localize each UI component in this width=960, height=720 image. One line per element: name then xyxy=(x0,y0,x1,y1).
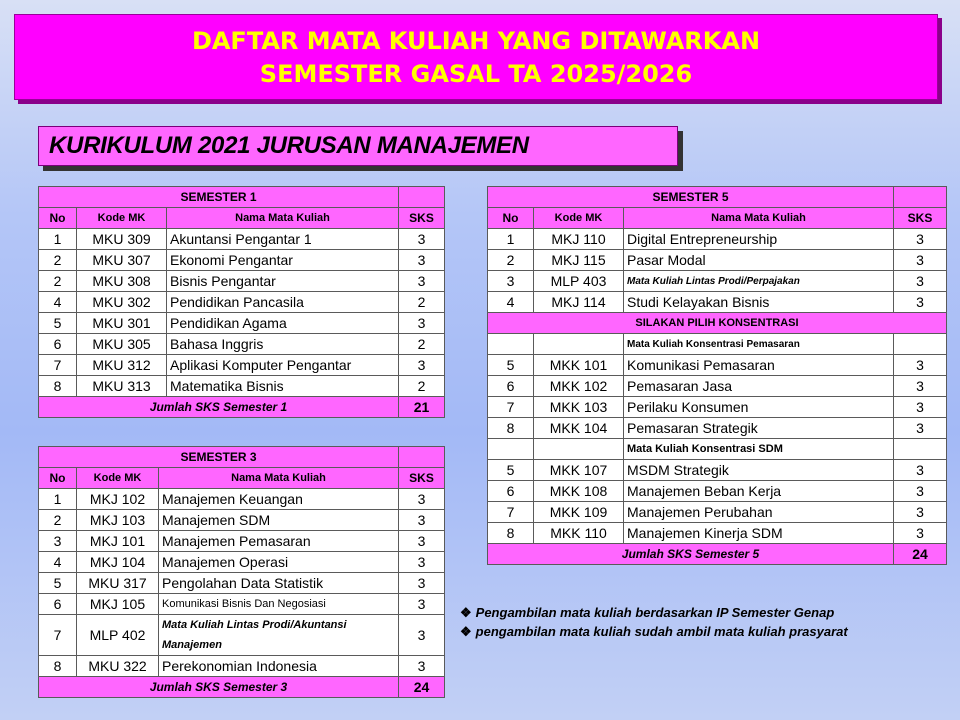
cell-no: 5 xyxy=(488,460,534,481)
table-row xyxy=(488,418,947,439)
semester-1-table xyxy=(38,186,445,418)
cell-no: 8 xyxy=(488,523,534,544)
table-row xyxy=(488,481,947,502)
cell-sks: 3 xyxy=(894,292,947,313)
semester-5-title: SEMESTER 5 xyxy=(488,187,894,208)
cell-kode: MKK 110 xyxy=(534,523,624,544)
blank-cell xyxy=(534,334,624,355)
cell-kode: MKJ 114 xyxy=(534,292,624,313)
table-row xyxy=(488,250,947,271)
cell-no: 1 xyxy=(39,489,77,510)
banner-title-line2: SEMESTER GASAL TA 2025/2026 xyxy=(259,60,693,88)
cell-sks: 3 xyxy=(894,397,947,418)
cell-sks: 3 xyxy=(894,481,947,502)
table-row xyxy=(488,292,947,313)
table-row xyxy=(39,489,445,510)
cell-kode: MKK 101 xyxy=(534,355,624,376)
header-nama: Nama Mata Kuliah xyxy=(159,468,399,489)
table-row xyxy=(39,355,445,376)
blank-cell xyxy=(488,439,534,460)
blank-cell xyxy=(894,334,947,355)
cell-nama: Ekonomi Pengantar xyxy=(167,250,399,271)
header-row xyxy=(488,208,947,229)
cell-nama: Akuntansi Pengantar 1 xyxy=(167,229,399,250)
cell-kode: MKU 308 xyxy=(77,271,167,292)
cell-nama: Manajemen Beban Kerja xyxy=(624,481,894,502)
pemasaran-label-row xyxy=(488,334,947,355)
header-nama: Nama Mata Kuliah xyxy=(624,208,894,229)
cell-nama: Perekonomian Indonesia xyxy=(159,656,399,677)
note-item xyxy=(460,622,848,641)
cell-kode: MKU 302 xyxy=(77,292,167,313)
cell-sks: 3 xyxy=(894,523,947,544)
total-label: Jumlah SKS Semester 5 xyxy=(488,544,894,565)
cell-no: 8 xyxy=(39,376,77,397)
cell-nama: Studi Kelayakan Bisnis xyxy=(624,292,894,313)
header-kode: Kode MK xyxy=(77,468,159,489)
notes xyxy=(460,603,848,641)
konsentrasi-row xyxy=(488,313,947,334)
table-row xyxy=(488,502,947,523)
cell-nama: Perilaku Konsumen xyxy=(624,397,894,418)
blank-cell xyxy=(894,439,947,460)
cell-nama: Manajemen Operasi xyxy=(159,552,399,573)
note-text: pengambilan mata kuliah sudah ambil mata kuliah prasyarat xyxy=(475,624,848,639)
cell-sks: 3 xyxy=(399,313,445,334)
cell-no: 2 xyxy=(39,250,77,271)
cell-nama: Bahasa Inggris xyxy=(167,334,399,355)
curriculum-subtitle: KURIKULUM 2021 JURUSAN MANAJEMEN xyxy=(38,126,678,166)
cell-sks: 3 xyxy=(399,229,445,250)
total-label: Jumlah SKS Semester 1 xyxy=(39,397,399,418)
cell-no: 3 xyxy=(39,531,77,552)
cell-kode: MKK 107 xyxy=(534,460,624,481)
semester-3-total-row xyxy=(39,677,445,698)
cell-sks: 3 xyxy=(894,460,947,481)
cell-sks: 3 xyxy=(894,250,947,271)
cell-nama: Aplikasi Komputer Pengantar xyxy=(167,355,399,376)
cell-nama: Pemasaran Jasa xyxy=(624,376,894,397)
cell-sks: 3 xyxy=(399,355,445,376)
table-row xyxy=(39,552,445,573)
cell-kode: MKK 108 xyxy=(534,481,624,502)
total-sks: 24 xyxy=(894,544,947,565)
semester-3-title-row xyxy=(39,447,445,468)
cell-nama: Mata Kuliah Lintas Prodi/Perpajakan xyxy=(624,271,894,292)
semester-5-total-row xyxy=(488,544,947,565)
cell-nama: Manajemen SDM xyxy=(159,510,399,531)
header-nama: Nama Mata Kuliah xyxy=(167,208,399,229)
cell-nama: Pemasaran Strategik xyxy=(624,418,894,439)
semester-3-title: SEMESTER 3 xyxy=(39,447,399,468)
cell-no: 2 xyxy=(39,510,77,531)
table-row xyxy=(39,334,445,355)
cell-no: 6 xyxy=(488,376,534,397)
cell-no: 4 xyxy=(39,552,77,573)
semester-5-table xyxy=(487,186,947,565)
note-item xyxy=(460,603,848,622)
cell-no: 5 xyxy=(39,313,77,334)
cell-no: 8 xyxy=(488,418,534,439)
blank-cell xyxy=(399,187,445,208)
cell-sks: 2 xyxy=(399,376,445,397)
header-row xyxy=(39,208,445,229)
cell-no: 4 xyxy=(488,292,534,313)
cell-no: 6 xyxy=(39,594,77,615)
cell-nama: Manajemen Kinerja SDM xyxy=(624,523,894,544)
cell-kode: MKU 305 xyxy=(77,334,167,355)
table-row xyxy=(39,250,445,271)
cell-nama: Pendidikan Agama xyxy=(167,313,399,334)
pemasaran-label: Mata Kuliah Konsentrasi Pemasaran xyxy=(624,334,894,355)
cell-sks: 3 xyxy=(894,502,947,523)
cell-no: 7 xyxy=(488,397,534,418)
blank-cell xyxy=(534,439,624,460)
semester-3-table xyxy=(38,446,445,698)
banner-title-line1: DAFTAR MATA KULIAH YANG DITAWARKAN xyxy=(191,27,761,55)
cell-sks: 3 xyxy=(894,271,947,292)
table-row xyxy=(39,292,445,313)
table-row xyxy=(39,376,445,397)
cell-sks: 3 xyxy=(399,489,445,510)
cell-kode: MKK 103 xyxy=(534,397,624,418)
cell-kode: MLP 403 xyxy=(534,271,624,292)
total-label: Jumlah SKS Semester 3 xyxy=(39,677,399,698)
cell-nama: Bisnis Pengantar xyxy=(167,271,399,292)
cell-no: 7 xyxy=(39,355,77,376)
konsentrasi-label: SILAKAN PILIH KONSENTRASI xyxy=(488,313,947,334)
cell-no: 2 xyxy=(488,250,534,271)
title-banner xyxy=(14,14,938,100)
header-no: No xyxy=(39,468,77,489)
table-row xyxy=(39,594,445,615)
cell-sks: 2 xyxy=(399,292,445,313)
semester-5-title-row xyxy=(488,187,947,208)
cell-no: 3 xyxy=(488,271,534,292)
cell-kode: MKJ 103 xyxy=(77,510,159,531)
diamond-bullet-icon: ❖ xyxy=(460,605,472,620)
cell-sks: 3 xyxy=(399,656,445,677)
cell-nama: Digital Entrepreneurship xyxy=(624,229,894,250)
table-row xyxy=(39,531,445,552)
header-sks: SKS xyxy=(399,208,445,229)
cell-kode: MKJ 110 xyxy=(534,229,624,250)
cell-sks: 3 xyxy=(399,531,445,552)
cell-kode: MKK 102 xyxy=(534,376,624,397)
cell-sks: 3 xyxy=(894,229,947,250)
cell-no: 4 xyxy=(39,292,77,313)
cell-kode: MKU 322 xyxy=(77,656,159,677)
cell-kode: MKJ 101 xyxy=(77,531,159,552)
cell-kode: MKJ 102 xyxy=(77,489,159,510)
cell-sks: 3 xyxy=(399,510,445,531)
total-sks: 21 xyxy=(399,397,445,418)
cell-nama: Pendidikan Pancasila xyxy=(167,292,399,313)
header-row xyxy=(39,468,445,489)
total-sks: 24 xyxy=(399,677,445,698)
semester-1-total-row xyxy=(39,397,445,418)
sdm-label: Mata Kuliah Konsentrasi SDM xyxy=(624,439,894,460)
cell-kode: MLP 402 xyxy=(77,615,159,656)
cell-kode: MKU 317 xyxy=(77,573,159,594)
header-kode: Kode MK xyxy=(534,208,624,229)
table-row xyxy=(39,229,445,250)
table-row xyxy=(39,573,445,594)
cell-sks: 3 xyxy=(894,355,947,376)
cell-kode: MKU 313 xyxy=(77,376,167,397)
cell-nama: Mata Kuliah Lintas Prodi/Akuntansi Manajemen xyxy=(159,615,399,656)
cell-no: 7 xyxy=(39,615,77,656)
table-row xyxy=(39,615,445,656)
cell-nama: Matematika Bisnis xyxy=(167,376,399,397)
cell-nama: MSDM Strategik xyxy=(624,460,894,481)
cell-sks: 2 xyxy=(399,334,445,355)
cell-kode: MKU 307 xyxy=(77,250,167,271)
cell-kode: MKU 312 xyxy=(77,355,167,376)
cell-nama: Manajemen Perubahan xyxy=(624,502,894,523)
table-row xyxy=(488,460,947,481)
header-kode: Kode MK xyxy=(77,208,167,229)
cell-no: 2 xyxy=(39,271,77,292)
cell-no: 1 xyxy=(39,229,77,250)
diamond-bullet-icon: ❖ xyxy=(460,624,472,639)
header-sks: SKS xyxy=(894,208,947,229)
cell-nama: Manajemen Pemasaran xyxy=(159,531,399,552)
table-row xyxy=(39,271,445,292)
table-row xyxy=(488,397,947,418)
cell-no: 1 xyxy=(488,229,534,250)
sdm-label-row xyxy=(488,439,947,460)
blank-cell xyxy=(488,334,534,355)
cell-nama: Komunikasi Bisnis Dan Negosiasi xyxy=(159,594,399,615)
header-no: No xyxy=(488,208,534,229)
cell-kode: MKJ 104 xyxy=(77,552,159,573)
cell-no: 6 xyxy=(488,481,534,502)
cell-kode: MKK 104 xyxy=(534,418,624,439)
table-row xyxy=(39,313,445,334)
table-row xyxy=(488,229,947,250)
cell-sks: 3 xyxy=(399,271,445,292)
cell-kode: MKJ 105 xyxy=(77,594,159,615)
blank-cell xyxy=(894,187,947,208)
cell-sks: 3 xyxy=(894,376,947,397)
note-text: Pengambilan mata kuliah berdasarkan IP Semester Genap xyxy=(475,605,835,620)
header-no: No xyxy=(39,208,77,229)
table-row xyxy=(488,271,947,292)
cell-kode: MKU 301 xyxy=(77,313,167,334)
cell-nama: Manajemen Keuangan xyxy=(159,489,399,510)
cell-sks: 3 xyxy=(399,615,445,656)
cell-no: 8 xyxy=(39,656,77,677)
semester-1-title: SEMESTER 1 xyxy=(39,187,399,208)
cell-sks: 3 xyxy=(399,594,445,615)
cell-kode: MKK 109 xyxy=(534,502,624,523)
cell-kode: MKJ 115 xyxy=(534,250,624,271)
cell-nama: Komunikasi Pemasaran xyxy=(624,355,894,376)
table-row xyxy=(488,355,947,376)
semester-1-title-row xyxy=(39,187,445,208)
table-row xyxy=(39,510,445,531)
cell-nama: Pasar Modal xyxy=(624,250,894,271)
cell-sks: 3 xyxy=(399,573,445,594)
cell-nama: Pengolahan Data Statistik xyxy=(159,573,399,594)
cell-no: 5 xyxy=(39,573,77,594)
cell-no: 6 xyxy=(39,334,77,355)
cell-sks: 3 xyxy=(399,250,445,271)
table-row xyxy=(488,376,947,397)
table-row xyxy=(39,656,445,677)
cell-no: 5 xyxy=(488,355,534,376)
cell-sks: 3 xyxy=(399,552,445,573)
cell-no: 7 xyxy=(488,502,534,523)
cell-sks: 3 xyxy=(894,418,947,439)
cell-kode: MKU 309 xyxy=(77,229,167,250)
table-row xyxy=(488,523,947,544)
header-sks: SKS xyxy=(399,468,445,489)
blank-cell xyxy=(399,447,445,468)
